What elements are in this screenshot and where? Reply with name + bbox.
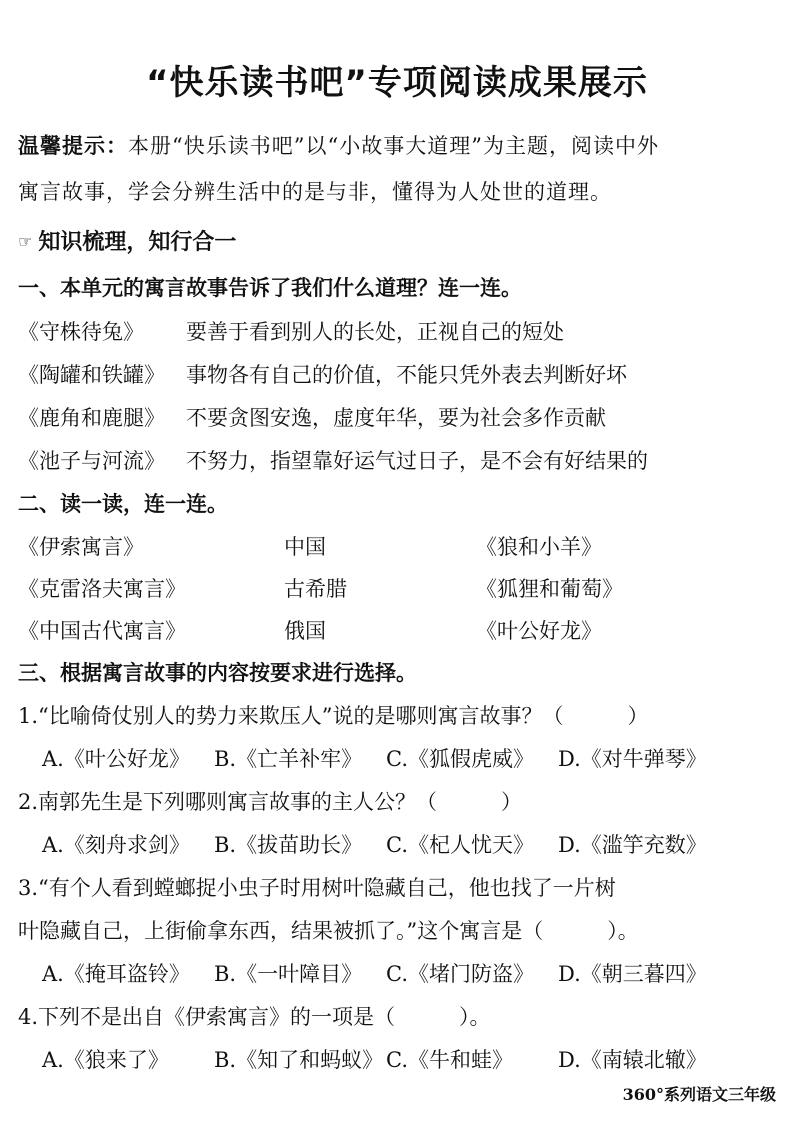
q2-story: 《狐狸和葡萄》 [476, 577, 623, 601]
option-a[interactable]: A.《刻舟求剑》 [42, 833, 190, 857]
q3-item-3-end: ）。 [607, 919, 639, 943]
q1-heading: 一、本单元的寓言故事告诉了我们什么道理？连一连。 [18, 276, 522, 300]
q3-item-1-text: 1.“比喻倚仗别人的势力来欺压人”说的是哪则寓言故事？（ [18, 704, 564, 728]
option-a[interactable]: A.《狼来了》 [42, 1048, 169, 1072]
section-title: 知识梳理，知行合一 [38, 230, 237, 255]
q2-country: 中国 [284, 535, 326, 559]
option-d[interactable]: D.《南辕北辙》 [558, 1048, 707, 1072]
option-b[interactable]: B.《亡羊补牢》 [214, 747, 363, 771]
q2-country: 古希腊 [284, 577, 347, 601]
q2-story: 《叶公好龙》 [476, 619, 602, 643]
q2-heading: 二、读一读，连一连。 [18, 492, 228, 516]
q1-story: 《鹿角和鹿腿》 [18, 406, 165, 430]
q1-story: 《守株待兔》 [18, 320, 144, 344]
tip-label: 温馨提示： [18, 134, 128, 158]
q2-book: 《中国古代寓言》 [18, 619, 186, 643]
q1-lesson: 不努力，指望靠好运气过日子，是不会有好结果的 [186, 449, 648, 473]
q3-item-4-text: 4.下列不是出自《伊索寓言》的一项是（ [18, 1005, 396, 1029]
section-heading [18, 225, 236, 256]
q3-item-4-end: ）。 [459, 1005, 491, 1029]
q3-item-3-line-2 [18, 915, 639, 945]
option-b[interactable]: B.《知了和蚂蚁》 [214, 1048, 384, 1072]
q1-lesson: 事物各有自己的价值，不能只凭外表去判断好坏 [186, 363, 627, 387]
footer-series-label: 360°系列语文三年级 [622, 1085, 776, 1104]
q2-book: 《伊索寓言》 [18, 535, 144, 559]
q1-story: 《陶罐和铁罐》 [18, 363, 165, 387]
q3-item-2-text: 2.南郭先生是下列哪则寓言故事的主人公？（ [18, 790, 438, 814]
q2-story: 《狼和小羊》 [476, 535, 602, 559]
q3-item-3-text: 叶隐藏自己，上街偷拿东西，结果被抓了。”这个寓言是（ [18, 919, 544, 943]
q3-item-3-line-1: 3.“有个人看到螳螂捉小虫子时用树叶隐藏自己，他也找了一片树 [18, 876, 616, 900]
q3-item-1-end: ） [627, 704, 649, 728]
option-c[interactable]: C.《牛和蛙》 [386, 1048, 513, 1072]
option-b[interactable]: B.《一叶障目》 [214, 962, 363, 986]
option-c[interactable]: C.《狐假虎威》 [386, 747, 534, 771]
q3-heading: 三、根据寓言故事的内容按要求进行选择。 [18, 661, 417, 685]
q3-item-2 [18, 786, 522, 816]
q1-lesson: 要善于看到别人的长处，正视自己的短处 [186, 320, 564, 344]
q3-item-2-end: ） [501, 790, 523, 814]
page-title: “快乐读书吧”专项阅读成果展示 [146, 63, 648, 103]
q2-country: 俄国 [284, 619, 326, 643]
option-c[interactable]: C.《堵门防盗》 [386, 962, 534, 986]
option-a[interactable]: A.《叶公好龙》 [42, 747, 190, 771]
q1-lesson: 不要贪图安逸，虚度年华，要为社会多作贡献 [186, 406, 606, 430]
q3-item-4 [18, 1001, 491, 1031]
option-d[interactable]: D.《对牛弹琴》 [558, 747, 707, 771]
pointing-hand-icon: ☞ [18, 232, 33, 251]
tip-line-1 [18, 130, 778, 160]
tip-line-2: 寓言故事，学会分辨生活中的是与非，懂得为人处世的道理。 [18, 180, 612, 204]
tip-text-1: 本册“快乐读书吧”以“小故事大道理”为主题，阅读中外 [128, 134, 659, 158]
q3-item-1 [18, 700, 649, 730]
option-d[interactable]: D.《朝三暮四》 [558, 962, 707, 986]
option-d[interactable]: D.《滥竽充数》 [558, 833, 707, 857]
q2-book: 《克雷洛夫寓言》 [18, 577, 186, 601]
option-c[interactable]: C.《杞人忧天》 [386, 833, 534, 857]
q1-story: 《池子与河流》 [18, 449, 165, 473]
option-a[interactable]: A.《掩耳盗铃》 [42, 962, 190, 986]
option-b[interactable]: B.《拔苗助长》 [214, 833, 363, 857]
